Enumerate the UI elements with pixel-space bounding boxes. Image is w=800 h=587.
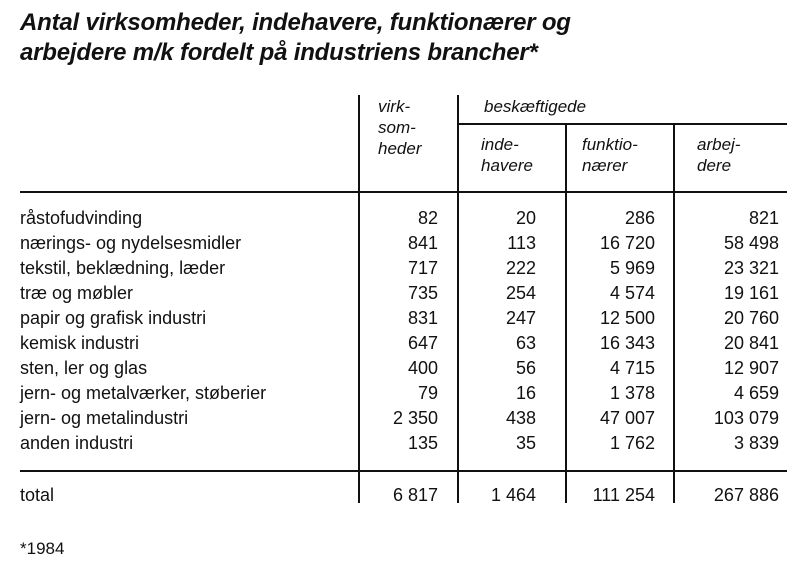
row-label: kemisk industri [20, 333, 140, 353]
cell-arbejdere: 103 079 [713, 408, 779, 428]
cell-arbejdere: 20 841 [723, 333, 779, 353]
cell-virksomheder: 717 [407, 258, 438, 278]
cell-indehavere: 254 [505, 283, 536, 303]
header-indehavere-line: havere [481, 156, 533, 175]
title-line-1: Antal virksomheder, indehavere, funktionærer og [20, 9, 571, 36]
column-divider-3 [565, 125, 567, 503]
header-indehavere-line: inde- [481, 135, 519, 154]
cell-indehavere: 56 [515, 358, 536, 378]
row-label: papir og grafisk industri [20, 308, 207, 328]
title-line-2: arbejdere m/k fordelt på industriens brancher* [20, 39, 538, 66]
footnote: *1984 [20, 539, 65, 558]
cell-funktionaerer: 5 969 [609, 258, 655, 278]
cell-arbejdere: 20 760 [723, 308, 779, 328]
cell-indehavere: 63 [515, 333, 536, 353]
total-label: total [20, 485, 55, 505]
total-arbejdere: 267 886 [713, 485, 779, 505]
row-label: råstofudvinding [20, 208, 143, 228]
cell-funktionaerer: 1 762 [609, 433, 655, 453]
cell-indehavere: 20 [515, 208, 536, 228]
beskaeftigede-underline [457, 123, 787, 125]
cell-arbejdere: 12 907 [723, 358, 779, 378]
cell-indehavere: 247 [505, 308, 536, 328]
cell-virksomheder: 135 [407, 433, 438, 453]
cell-funktionaerer: 16 720 [599, 233, 655, 253]
cell-virksomheder: 2 350 [392, 408, 438, 428]
row-label: sten, ler og glas [20, 358, 148, 378]
row-label: anden industri [20, 433, 134, 453]
cell-indehavere: 113 [507, 233, 536, 253]
header-virksomheder-line: heder [378, 139, 422, 158]
cell-arbejdere: 19 161 [723, 283, 779, 303]
row-label: træ og møbler [20, 283, 134, 303]
cell-arbejdere: 821 [748, 208, 779, 228]
cell-virksomheder: 82 [417, 208, 438, 228]
header-virksomheder [378, 96, 421, 159]
cell-funktionaerer: 286 [624, 208, 655, 228]
header-arbejdere [697, 134, 740, 176]
cell-virksomheder: 841 [407, 233, 438, 253]
header-funktionaerer-line: funktio- [582, 135, 638, 154]
cell-virksomheder: 647 [407, 333, 438, 353]
cell-funktionaerer: 4 715 [609, 358, 655, 378]
total-virksomheder: 6 817 [392, 485, 438, 505]
header-virksomheder-line: virk- [378, 97, 411, 116]
cell-funktionaerer: 12 500 [599, 308, 655, 328]
cell-arbejdere: 4 659 [733, 383, 779, 403]
column-divider-2 [457, 95, 459, 503]
total-funktionaerer: 111 254 [592, 485, 655, 505]
row-label: tekstil, beklædning, læder [20, 258, 226, 278]
header-funktionaerer-line: nærer [582, 156, 628, 175]
column-divider-4 [673, 125, 675, 503]
cell-indehavere: 35 [515, 433, 536, 453]
row-label: nærings- og nydelsesmidler [20, 233, 242, 253]
cell-indehavere: 222 [505, 258, 536, 278]
page-title [20, 8, 790, 68]
cell-arbejdere: 58 498 [723, 233, 779, 253]
header-funktionaerer [582, 134, 638, 176]
header-beskaeftigede: beskæftigede [484, 97, 587, 116]
total-indehavere: 1 464 [490, 485, 536, 505]
cell-indehavere: 16 [515, 383, 536, 403]
cell-virksomheder: 735 [407, 283, 438, 303]
header-arbejdere-line: arbej- [697, 135, 741, 154]
cell-funktionaerer: 16 343 [599, 333, 655, 353]
cell-arbejdere: 23 321 [723, 258, 779, 278]
column-divider-1 [358, 95, 360, 503]
cell-virksomheder: 400 [407, 358, 438, 378]
cell-virksomheder: 831 [407, 308, 438, 328]
row-label: jern- og metalindustri [20, 408, 189, 428]
total-rule [20, 470, 787, 472]
header-arbejdere-line: dere [697, 156, 732, 175]
cell-virksomheder: 79 [417, 383, 438, 403]
cell-indehavere: 438 [505, 408, 536, 428]
cell-arbejdere: 3 839 [733, 433, 779, 453]
cell-funktionaerer: 4 574 [609, 283, 655, 303]
header-indehavere [481, 134, 533, 176]
cell-funktionaerer: 47 007 [599, 408, 655, 428]
cell-funktionaerer: 1 378 [609, 383, 655, 403]
header-rule [20, 191, 787, 193]
row-label: jern- og metalværker, støberier [20, 383, 267, 403]
header-virksomheder-line: som- [378, 118, 416, 137]
